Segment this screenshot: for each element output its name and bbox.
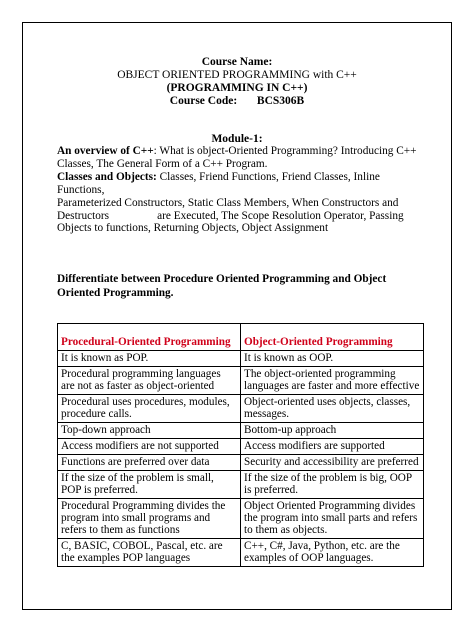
table-row [58, 395, 424, 423]
classes-text: Classes, Friend Functions, Friend Classes, Inline Functions, [57, 171, 380, 196]
question-heading: Differentiate between Procedure Oriented Programming and Object Oriented Programming. [57, 273, 387, 299]
cell-procedural: If the size of the problem is small, POP is preferred. [58, 471, 241, 499]
table-row [58, 499, 424, 539]
table-row [58, 423, 424, 439]
table-row [58, 367, 424, 395]
line4-b: are Executed, The Scope Resolution Operator, Passing [157, 210, 404, 222]
cell-object-oriented: If the size of the problem is big, OOP is preferred. [241, 471, 424, 499]
cell-object-oriented: The object-oriented programming languages are faster and more effective [241, 367, 424, 395]
table-row [58, 455, 424, 471]
course-subtitle: (PROGRAMMING IN C++) [166, 82, 308, 94]
table-row [58, 439, 424, 455]
cell-procedural: It is known as POP. [58, 351, 241, 367]
cell-object-oriented: Security and accessibility are preferred [241, 455, 424, 471]
module-line3: Parameterized Constructors, Static Class Members, When Constructors and [57, 197, 399, 209]
cell-object-oriented: Bottom-up approach [241, 423, 424, 439]
table-row [58, 471, 424, 499]
cell-procedural: C, BASIC, COBOL, Pascal, etc. are the examples POP languages [58, 539, 241, 567]
course-title: OBJECT ORIENTED PROGRAMMING with C++ [117, 69, 357, 81]
course-code-label: Course Code: [169, 95, 238, 107]
cell-object-oriented: C++, C#, Java, Python, etc. are the examples of OOP languages. [241, 539, 424, 567]
cell-procedural: Procedural programming languages are not as faster as object-oriented [58, 367, 241, 395]
table-row [58, 539, 424, 567]
cell-object-oriented: Object Oriented Programming divides the program into small parts and refers to them as objects. [241, 499, 424, 539]
course-name-label: Course Name: [201, 56, 273, 68]
header-procedural: Procedural-Oriented Programming [58, 324, 241, 351]
module-classes [57, 171, 417, 197]
comparison-table [57, 323, 424, 567]
cell-object-oriented: Object-oriented uses objects, classes, messages. [241, 395, 424, 423]
module-overview [57, 145, 417, 171]
overview-label: An overview of C++ [57, 145, 154, 157]
header-object-oriented: Object-Oriented Programming [241, 324, 424, 351]
table-row [58, 351, 424, 367]
module-title: Module-1: [211, 133, 263, 145]
course-code-line [0, 95, 474, 108]
cell-object-oriented: It is known as OOP. [241, 351, 424, 367]
classes-label: Classes and Objects: [57, 171, 157, 183]
cell-object-oriented: Access modifiers are supported [241, 439, 424, 455]
cell-procedural: Top-down approach [58, 423, 241, 439]
course-code: BCS306B [256, 95, 305, 107]
module-line5: Objects to functions, Returning Objects, Object Assignment [57, 222, 329, 234]
overview-text: : What is object-Oriented Programming? Introducing C++ Classes, The General Form of a C++ Program. [57, 145, 417, 170]
cell-procedural: Procedural Programming divides the program into small programs and refers to them as functions [58, 499, 241, 539]
cell-procedural: Procedural uses procedures, modules, procedure calls. [58, 395, 241, 423]
cell-procedural: Functions are preferred over data [58, 455, 241, 471]
table-header-row [58, 324, 424, 351]
line4-a: Destructors [57, 210, 110, 222]
cell-procedural: Access modifiers are not supported [58, 439, 241, 455]
